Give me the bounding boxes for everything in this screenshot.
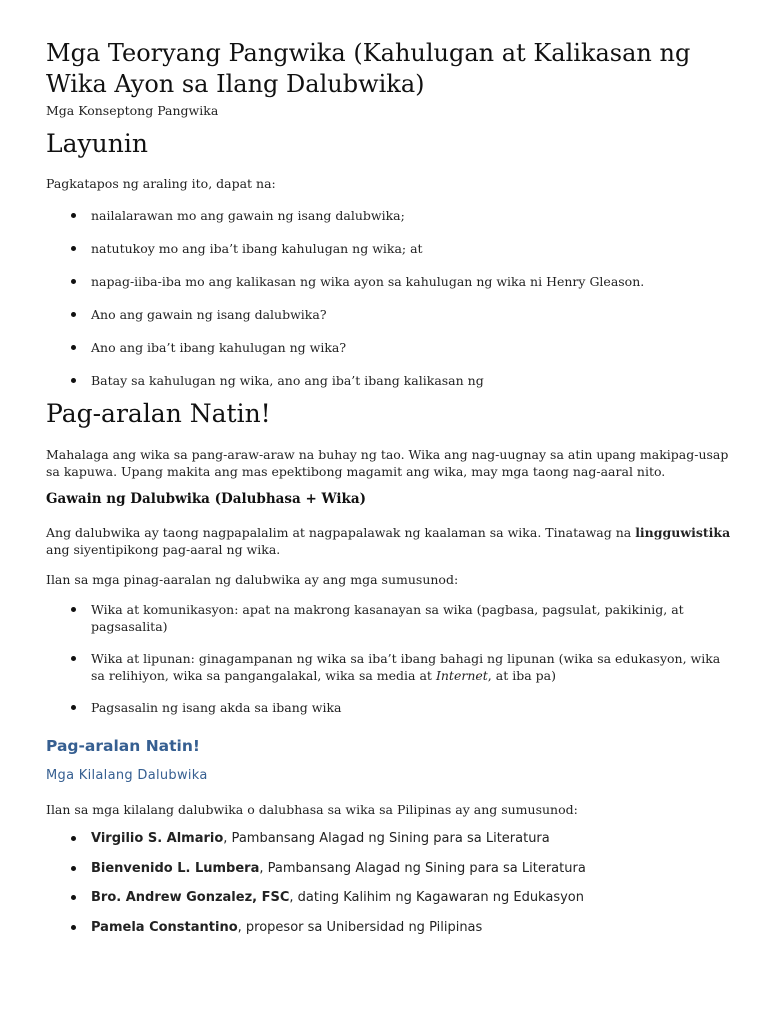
- item-italic: Internet: [435, 668, 488, 683]
- definition-text: ang siyentipikong pag-aaral ng wika.: [46, 542, 281, 557]
- list-item: Ano ang gawain ng isang dalubwika?: [46, 306, 736, 323]
- list-item: Batay sa kahulugan ng wika, ano ang iba’t ibang kalikasan ng: [46, 372, 736, 389]
- document-subtitle: Mga Konseptong Pangwika: [46, 103, 219, 118]
- pinag-aaralan-intro: Ilan sa mga pinag-aaralan ng dalubwika ay ang mga sumusunod:: [46, 572, 459, 587]
- list-item: Pagsasalin ng isang akda sa ibang wika: [46, 699, 736, 716]
- list-item: [46, 889, 736, 906]
- dalubwika-definition: [46, 524, 736, 558]
- list-item: natutukoy mo ang iba’t ibang kahulugan ng wika; at: [46, 240, 736, 257]
- list-item: [46, 919, 736, 936]
- person-name: Bro. Andrew Gonzalez, FSC: [91, 890, 290, 905]
- list-item: [46, 860, 736, 877]
- person-name: Virgilio S. Almario: [91, 831, 224, 846]
- list-item: Wika at komunikasyon: apat na makrong kasanayan sa wika (pagbasa, pagsulat, pakikinig, at pagsasalita): [46, 601, 736, 635]
- pagaralan-heading: Pag-aralan Natin!: [46, 399, 271, 428]
- person-desc: , Pambansang Alagad ng Sining para sa Literatura: [223, 831, 550, 846]
- section2-heading: Pag-aralan Natin!: [46, 737, 200, 755]
- pagaralan-intro: Mahalaga ang wika sa pang-araw-araw na buhay ng tao. Wika ang nag-uugnay sa atin upang makipag-usap sa kapuwa. Upang makita ang mas epektibong magamit ang wika, may mga taong nag-aaral nito.: [46, 447, 729, 479]
- person-name: Bienvenido L. Lumbera: [91, 860, 260, 876]
- dalubwika-list: [46, 830, 736, 936]
- person-name: Pamela Constantino: [91, 919, 238, 935]
- section2-subheading: Mga Kilalang Dalubwika: [46, 768, 208, 783]
- list-item: napag-iiba-iba mo ang kalikasan ng wika ayon sa kahulugan ng wika ni Henry Gleason.: [46, 273, 736, 290]
- layunin-list: [46, 207, 736, 389]
- layunin-intro: Pagkatapos ng araling ito, dapat na:: [46, 176, 276, 191]
- section2-intro: Ilan sa mga kilalang dalubwika o dalubhasa sa wika sa Pilipinas ay ang sumusunod:: [46, 802, 578, 817]
- item-text: , at iba pa): [487, 668, 556, 683]
- definition-term: lingguwistika: [635, 525, 731, 540]
- pinag-aaralan-list: [46, 601, 736, 716]
- gawain-heading: Gawain ng Dalubwika (Dalubhasa + Wika): [46, 491, 367, 507]
- person-desc: , dating Kalihim ng Kagawaran ng Edukasyon: [289, 890, 584, 905]
- list-item: nailalarawan mo ang gawain ng isang dalubwika;: [46, 207, 736, 224]
- list-item: [46, 650, 736, 684]
- definition-text: Ang dalubwika ay taong nagpapalalim at nagpapalawak ng kaalaman sa wika. Tinatawag na: [46, 525, 636, 540]
- person-desc: , Pambansang Alagad ng Sining para sa Literatura: [259, 860, 586, 876]
- layunin-heading: Layunin: [46, 129, 148, 158]
- person-desc: , propesor sa Unibersidad ng Pilipinas: [237, 919, 483, 935]
- item-text: Wika at lipunan: ginagampanan ng wika sa iba’t ibang bahagi ng lipunan (wika sa edukasyon, wika sa relihiyon, wika sa pangangalakal, wika sa media at: [91, 651, 721, 683]
- list-item: [46, 830, 736, 847]
- document-title: Mga Teoryang Pangwika (Kahulugan at Kalikasan ng Wika Ayon sa Ilang Dalubwika): [46, 39, 691, 98]
- list-item: Ano ang iba’t ibang kahulugan ng wika?: [46, 339, 736, 356]
